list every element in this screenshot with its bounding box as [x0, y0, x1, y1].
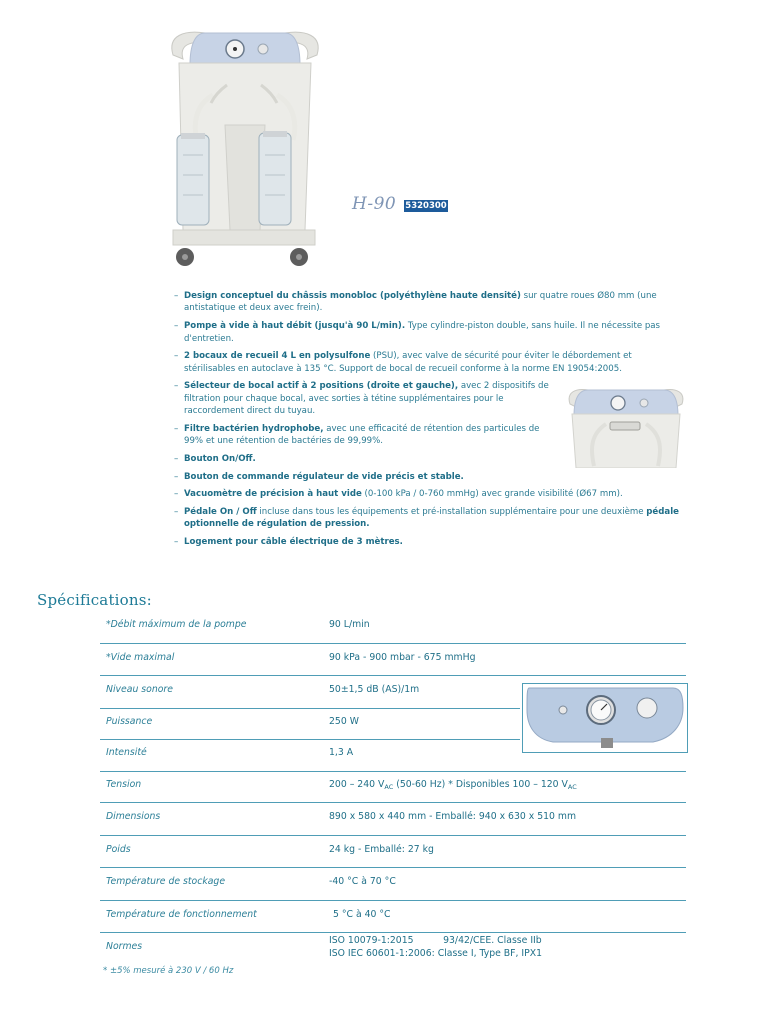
table-row — [100, 644, 686, 677]
list-item: – Sélecteur de bocal actif à 2 positions (droite et gauche), avec 2 dispositifs de filtration pour chaque bocal, avec sorties à tétine supplémentaires pour le raccordement direct du tuyau. — [174, 381, 549, 417]
control-panel-image — [522, 683, 688, 753]
spec-label: Niveau sonore — [106, 684, 173, 695]
product-image — [165, 25, 325, 270]
list-item: – 2 bocaux de recueil 4 L en polysulfone (PSU), avec valve de sécurité pour éviter le débordement et stérilisables en autoclave à 135 °C. Support de bocal de recueil conforme à la norme EN 19054:2005. — [174, 351, 632, 374]
table-row — [100, 933, 686, 965]
model-name: H-90 — [352, 194, 397, 214]
specifications-title: Spécifications: — [37, 591, 152, 609]
spec-value: -40 °C à 70 °C — [329, 876, 396, 887]
list-item: – Bouton de commande régulateur de vide précis et stable. — [174, 471, 464, 482]
spec-table — [100, 611, 686, 965]
spec-label: *Vide maximal — [106, 651, 175, 663]
list-item: – Design conceptuel du châssis monobloc (polyéthylène haute densité) sur quatre roues Ø80 mm (une antistatique et deux avec frein). — [174, 291, 657, 314]
spec-value: 5 °C à 40 °C — [333, 908, 391, 920]
list-item: – Pédale On / Off incluse dans tous les équipements et pré-installation supplémentaire pour une deuxième pédale optionnelle de régulation de pression. — [174, 507, 679, 530]
detail-image — [566, 388, 686, 468]
list-item: – Logement pour câble électrique de 3 mètres. — [174, 537, 403, 548]
table-row — [100, 836, 686, 869]
table-row — [100, 803, 686, 836]
table-row — [100, 901, 686, 934]
list-item: – Filtre bactérien hydrophobe, avec une efficacité de rétention des particules de 99% et une rétention de bactéries de 99,99%. — [174, 423, 540, 447]
footnote: * ±5% mesuré à 230 V / 60 Hz — [103, 966, 234, 976]
spec-label: Dimensions — [106, 811, 161, 822]
model-code-badge: 5320300 — [405, 201, 447, 211]
spec-value: 90 kPa - 900 mbar - 675 mmHg — [329, 651, 476, 663]
spec-value: 250 W — [329, 715, 359, 727]
spec-label: Puissance — [106, 715, 153, 727]
spec-label: Normes — [106, 941, 143, 952]
table-row — [100, 868, 686, 901]
table-row — [100, 611, 686, 644]
spec-value: ISO 10079-1:2015 93/42/CEE. Classe IIb ISO IEC 60601-1:2006: Classe I, Type BF, IPX1 — [329, 935, 543, 959]
table-row — [100, 771, 686, 804]
spec-label: Intensité — [106, 747, 147, 758]
spec-label: Température de fonctionnement — [106, 908, 257, 920]
spec-value: 890 x 580 x 440 mm - Emballé: 940 x 630 x 510 mm — [329, 811, 577, 822]
list-item: – Bouton On/Off. — [174, 453, 256, 464]
list-item: – Vacuomètre de précision à haut vide (0-100 kPa / 0-760 mmHg) avec grande visibilité (Ø67 mm). — [174, 489, 623, 500]
spec-label: *Débit máximum de la pompe — [106, 619, 247, 630]
spec-value: 200 – 240 $V_{AC}$ (50-60 Hz) * Disponibles 100 – 120 $V_{AC}$ — [329, 778, 577, 791]
spec-value: 50±1,5 dB (AS)/1m — [329, 684, 420, 695]
spec-value: 90 L/min — [329, 619, 370, 630]
spec-value: 1,3 A — [329, 747, 354, 758]
spec-label: Température de stockage — [106, 876, 226, 887]
spec-label: Poids — [106, 843, 131, 855]
spec-value: 24 kg - Emballé: 27 kg — [329, 843, 434, 855]
spec-label: Tension — [106, 778, 142, 790]
list-item: – Pompe à vide à haut débit (jusqu'à 90 L/min). Type cylindre-piston double, sans huile. Il ne nécessite pas d'entretien. — [174, 321, 661, 344]
